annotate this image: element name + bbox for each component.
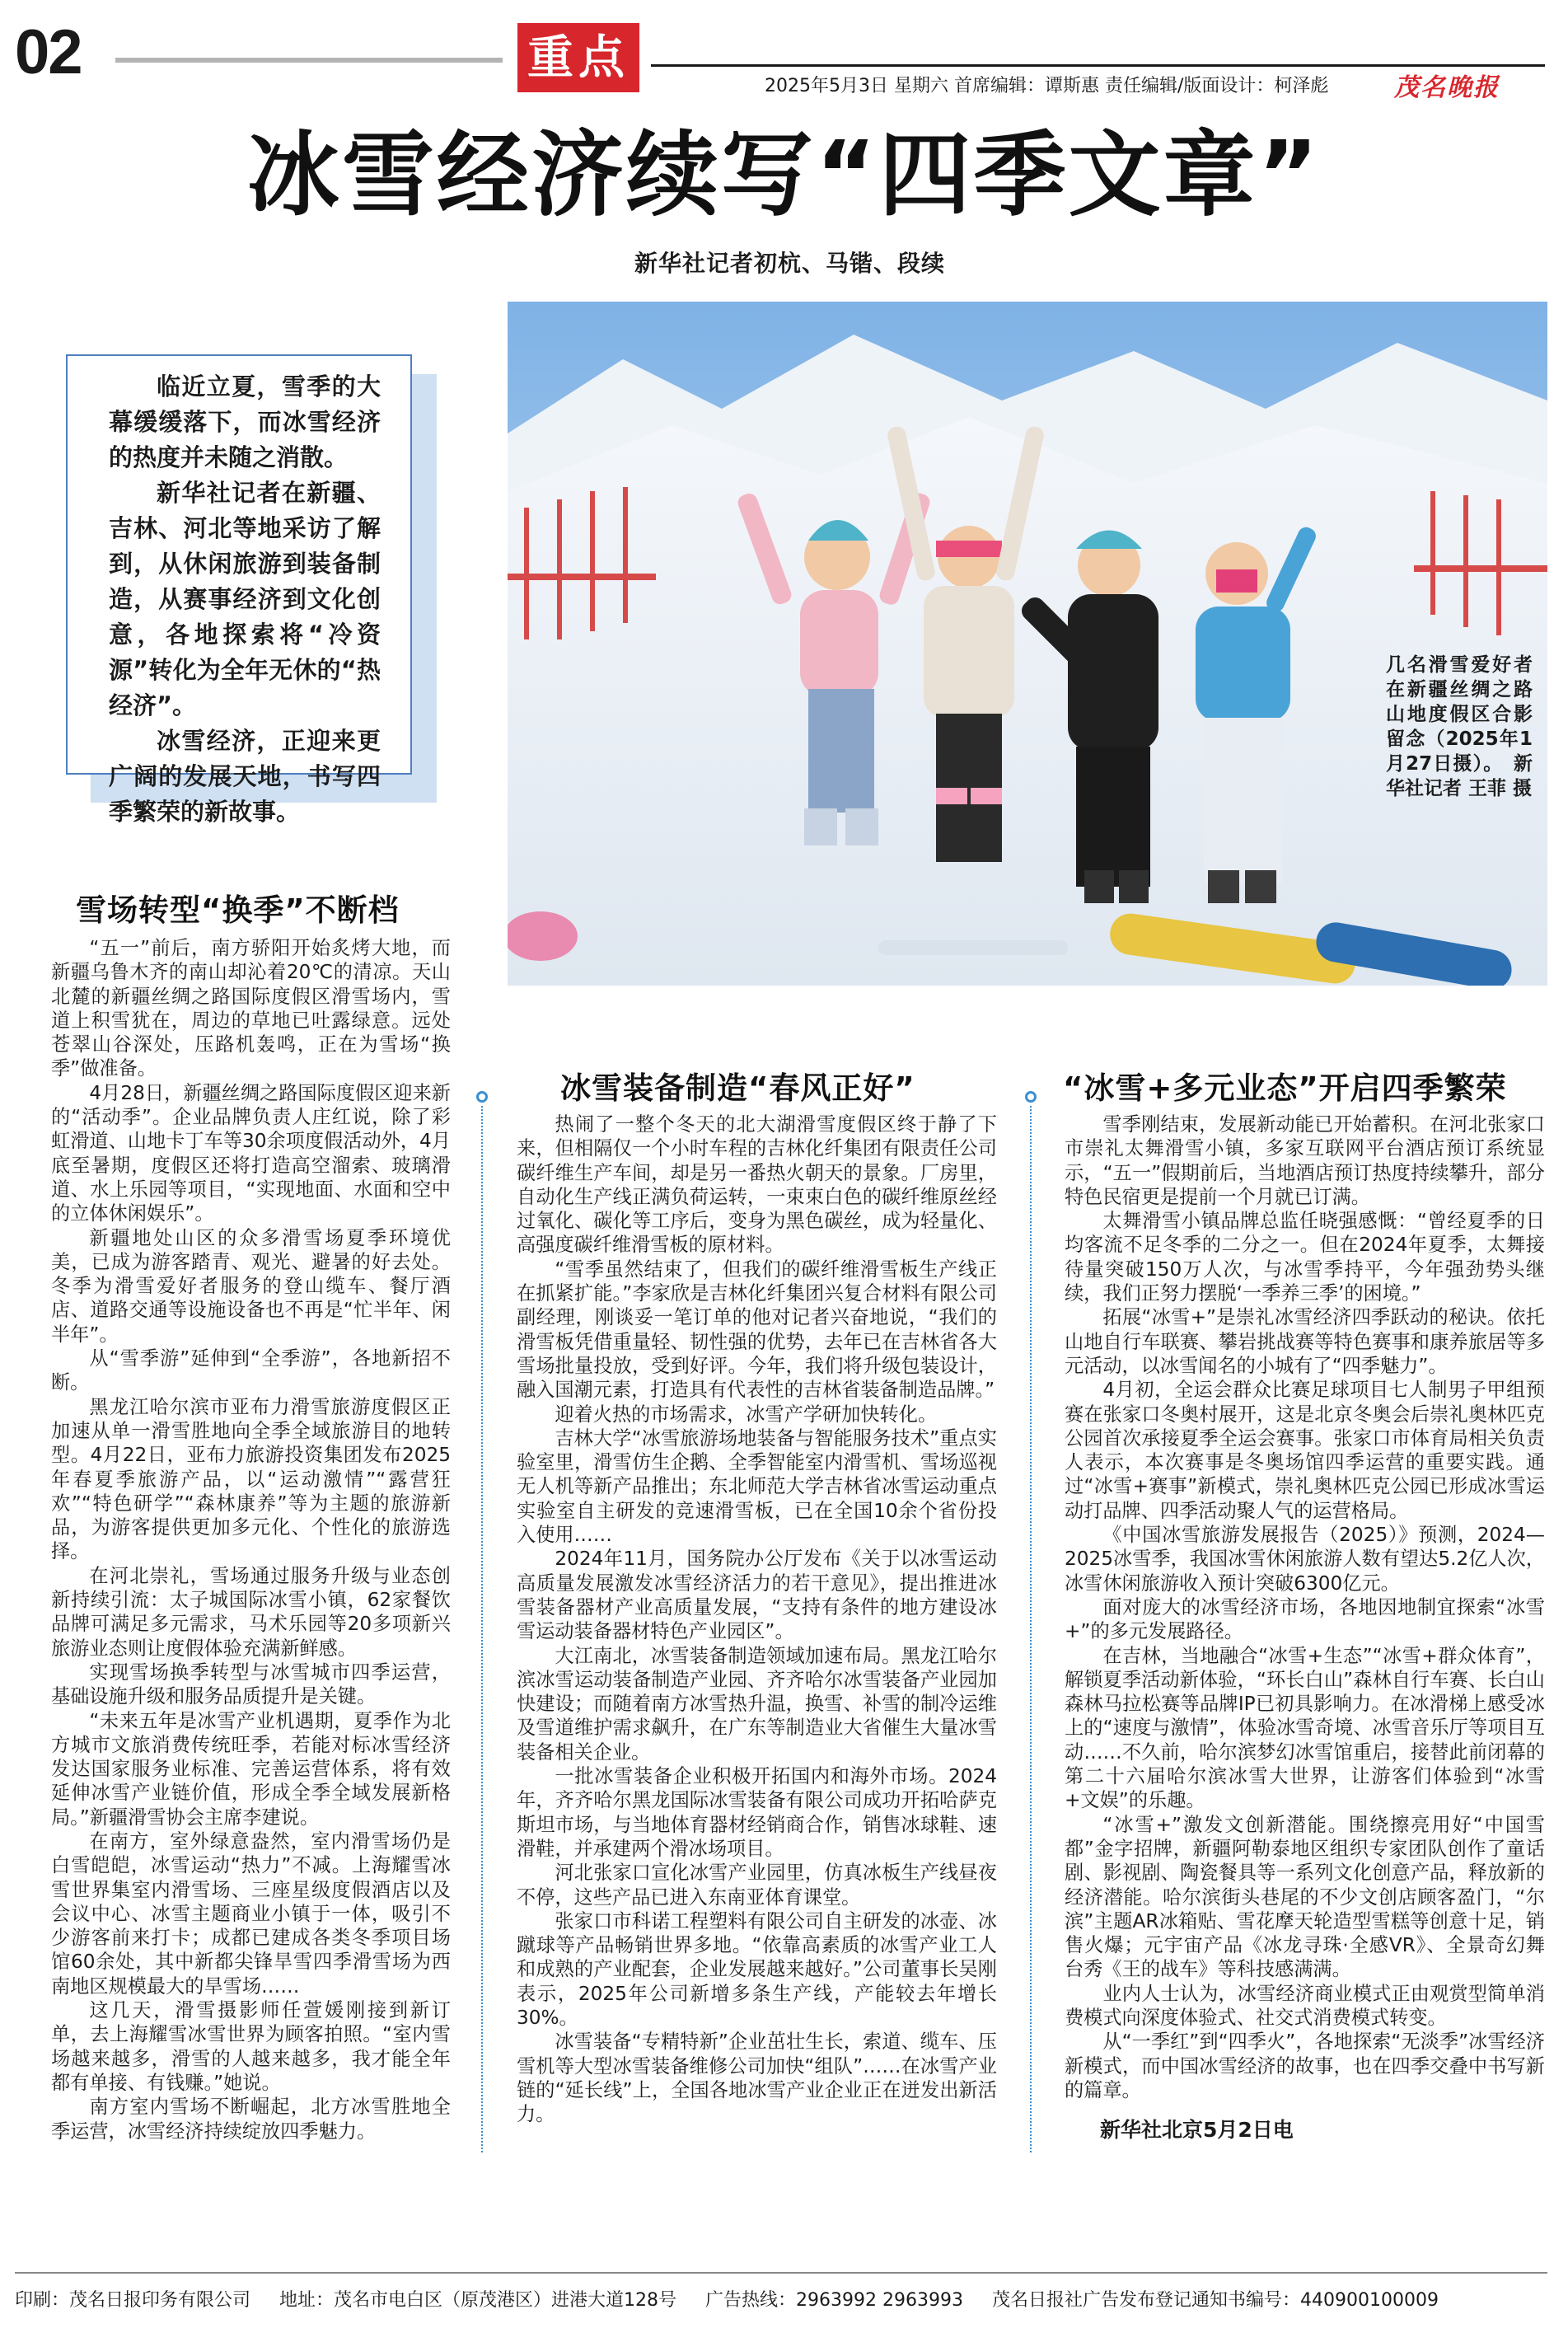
paragraph: 4月初，全运会群众比赛足球项目七人制男子甲组预赛在张家口冬奥村展开，这是北京冬奥会后崇礼奥林匹克公园首次承接夏季全运会赛事。张家口市体育局相关负责人表示，本次赛事是冬奥场馆四季运营的重要实践。通过“冰雪+赛事”新模式，崇礼奥林匹克公园已形成冰雪运动打品牌、四季活动聚人气的运营格局。 [1065,1379,1545,1522]
section-2-body [517,1112,997,2126]
lead-box [66,354,412,826]
section-title-1: 雪场转型“换季”不断档 [76,892,400,928]
paragraph: 雪季刚结束，发展新动能已开始蓄积。在河北张家口市崇礼太舞滑雪小镇，多家互联网平台酒店预订系统显示，“五一”假期前后，当地酒店预订热度持续攀升，部分特色民宿更是提前一个月就已订满。 [1065,1113,1545,1208]
skiers-photo [508,302,1547,986]
footer-printer: 印刷：茂名日报印务有限公司 [15,2290,251,2311]
paragraph: 太舞滑雪小镇品牌总监任晓强感慨：“曾经夏季的日均客流不足冬季的二分之一。但在2024年夏季，太舞接待量突破150万人次，与冰雪季持平，今年强劲势头继续，我们正努力摆脱‘一季养三季’的困境。” [1065,1210,1545,1305]
column-rule-dot [1025,1091,1037,1103]
column-rule [1030,1106,1032,2152]
paragraph: 黑龙江哈尔滨市亚布力滑雪旅游度假区正加速从单一滑雪胜地向全季全域旅游目的地转型。4月22日，亚布力旅游投资集团发布2025年春夏季旅游产品，以“运动激情”“露营狂欢”“特色研学”“森林康养”等为主题的旅游新品，为游客提供更加多元化、个性化的旅游选择。 [51,1395,451,1563]
paragraph: 一批冰雪装备企业积极开拓国内和海外市场。2024年，齐齐哈尔黑龙国际冰雪装备有限公司成功开拓哈萨克斯坦市场，与当地体育器材经销商合作，销售冰球鞋、速滑鞋，并承建两个滑冰场项目。 [517,1765,997,1860]
paragraph: 在南方，室外绿意盎然，室内滑雪场仍是白雪皑皑，冰雪运动“热力”不减。上海耀雪冰雪世界集室内滑雪场、三座星级度假酒店以及会议中心、冰雪主题商业小镇于一体，吸引不少游客前来打卡；成都已建成各类冬季项目场馆60余处，其中新都尖锋旱雪四季滑雪场为西南地区规模最大的旱雪场…… [51,1829,451,1998]
paragraph: 在河北崇礼，雪场通过服务升级与业态创新持续引流：太子城国际冰雪小镇，62家餐饮品牌可满足多元需求，马术乐园等20多项新兴旅游业态则让度假体验充满新鲜感。 [51,1564,451,1660]
headline: 冰雪经济续写“四季文章” [246,122,1322,229]
section-title-2: 冰雪装备制造“春风正好” [560,1070,915,1106]
paragraph: 热闹了一整个冬天的北大湖滑雪度假区终于静了下来，但相隔仅一个小时车程的吉林化纤集团有限责任公司碳纤维生产车间，却是另一番热火朝天的景象。厂房里，自动化生产线正满负荷运转，一束束白色的碳纤维原丝经过氧化、碳化等工序后，变身为黑色碳丝，成为轻量化、高强度碳纤维滑雪板的原材料。 [517,1113,997,1257]
paragraph: 面对庞大的冰雪经济市场，各地因地制宜探索“冰雪+”的多元发展路径。 [1065,1595,1545,1643]
paragraph: 河北张家口宣化冰雪产业园里，仿真冰板生产线昼夜不停，这些产品已进入东南亚体育课堂。 [517,1862,997,1909]
paragraph: 吉林大学“冰雪旅游场地装备与智能服务技术”重点实验室里，滑雪仿生企鹅、全季智能室内滑雪机、雪场巡视无人机等新产品推出；东北师范大学吉林省冰雪运动重点实验室自主研发的竞速滑雪板，已在全国10余个省份投入使用…… [517,1426,997,1547]
paragraph: 南方室内雪场不断崛起，北方冰雪胜地全季运营，冰雪经济持续绽放四季魅力。 [51,2096,451,2143]
paragraph: 新疆地处山区的众多滑雪场夏季环境优美，已成为游客踏青、观光、避暑的好去处。冬季为滑雪爱好者服务的登山缆车、餐厅酒店、道路交通等设施设备也不再是“忙半年、闲半年”。 [51,1226,451,1346]
header-meta: 2025年5月3日 星期六 首席编辑：谭斯惠 责任编辑/版面设计：柯泽彪 [765,76,1329,96]
section-1-body [51,936,451,2143]
byline: 新华社记者初杭、马锴、段续 [634,250,946,277]
paragraph: 拓展“冰雪+”是崇礼冰雪经济四季跃动的秘诀。依托山地自行车联赛、攀岩挑战赛等特色赛事和康养旅居等多元活动，以冰雪闻名的小城有了“四季魅力”。 [1065,1306,1545,1377]
paragraph: 冰雪装备“专精特新”企业茁壮生长，索道、缆车、压雪机等大型冰雪装备维修公司加快“组队”……在冰雪产业链的“延长线”上，全国各地冰雪产业企业正在迸发出新活力。 [517,2031,997,2126]
paragraph: 迎着火热的市场需求，冰雪产学研加快转化。 [555,1403,938,1426]
column-rule-dot [476,1091,488,1103]
section-title-3: “冰雪+多元业态”开启四季繁荣 [1063,1070,1507,1106]
dateline: 新华社北京5月2日电 [1100,2118,1294,2142]
lead-paragraph: 临近立夏，雪季的大幕缓缓落下，而冰雪经济的热度并未随之消散。 [109,372,381,471]
paragraph: 从“一季红”到“四季火”，各地探索“无淡季”冰雪经济新模式，而中国冰雪经济的故事，也在四季交叠中书写新的篇章。 [1065,2031,1545,2101]
paragraph: “雪季虽然结束了，但我们的碳纤维滑雪板生产线正在抓紧扩能。”李家欣是吉林化纤集团兴复合材料有限公司副经理，刚谈妥一笔订单的他对记者兴奋地说，“我们的滑雪板凭借重量轻、韧性强的优势，去年已在吉林省各大雪场批量投放，受到好评。今年，我们将升级包装设计，融入国潮元素，打造具有代表性的吉林省装备制造品牌。” [517,1258,997,1402]
paragraph: 实现雪场换季转型与冰雪城市四季运营，基础设施升级和服务品质提升是关键。 [51,1661,451,1708]
lead-paragraph: 冰雪经济，正迎来更广阔的发展天地，书写四季繁荣的新故事。 [109,727,381,826]
paragraph: 业内人士认为，冰雪经济商业模式正由观赏型简单消费模式向深度体验式、社交式消费模式转变。 [1065,1982,1545,2029]
paragraph: 在吉林，当地融合“冰雪+生态”“冰雪+群众体育”，解锁夏季活动新体验，“环长白山”森林自行车赛、长白山森林马拉松赛等品牌IP已初具影响力。在冰滑梯上感受冰上的“速度与激情”，体验冰雪奇境、冰雪音乐厅等项目互动……不久前，哈尔滨梦幻冰雪馆重启，接替此前闭幕的第二十六届哈尔滨冰雪大世界，让游客们体验到“冰雪+文娱”的乐趣。 [1065,1644,1545,1812]
section-badge: 重点 [517,23,639,92]
footer-address: 地址：茂名市电白区（原茂港区）进港大道128号 [279,2290,677,2311]
paragraph: 大江南北，冰雪装备制造领域加速布局。黑龙江哈尔滨冰雪运动装备制造产业园、齐齐哈尔冰雪装备产业园加快建设；而随着南方冰雪热升温，换雪、补雪的制冷运维及雪道维护需求飙升，在广东等制造业大省催生大量冰雪装备相关企业。 [517,1644,997,1764]
page-number: 02 [15,17,82,87]
paragraph: “未来五年是冰雪产业机遇期，夏季作为北方城市文旅消费传统旺季，若能对标冰雪经济发达国家服务业标准、完善运营体系，将有效延伸冰雪产业链价值，形成全季全域发展新格局。”新疆滑雪协会主席李建说。 [51,1709,451,1829]
footer-ad-hotline: 广告热线：2963992 2963993 [705,2290,963,2311]
column-rule [481,1106,483,2152]
paragraph: 2024年11月，国务院办公厅发布《关于以冰雪运动高质量发展激发冰雪经济活力的若干意见》，提出推进冰雪装备器材产业高质量发展，“支持有条件的地方建设冰雪运动装备器材特色产业园区”。 [517,1548,997,1643]
paragraph: 《中国冰雪旅游发展报告（2025）》预测，2024—2025冰雪季，我国冰雪休闲旅游人数有望达5.2亿人次，冰雪休闲旅游收入预计突破6300亿元。 [1065,1524,1545,1595]
footer-license: 茂名日报社广告发布登记通知书编号：440900100009 [991,2290,1439,2311]
paragraph: 从“雪季游”延伸到“全季游”，各地新招不断。 [51,1347,451,1394]
paragraph: 4月28日，新疆丝绸之路国际度假区迎来新的“活动季”。企业品牌负责人庄红说，除了彩虹滑道、山地卡丁车等30余项度假活动外，4月底至暑期，度假区还将打造高空溜索、玻璃滑道、水上乐园等项目，“实现地面、水面和空中的立体休闲娱乐”。 [51,1081,451,1225]
section-3-body [1065,1112,1545,2102]
paragraph: 这几天，滑雪摄影师任萱媛刚接到新订单，去上海耀雪冰雪世界为顾客拍照。“室内雪场越来越多，滑雪的人越来越多，我才能全年都有单接、有钱赚。”她说。 [51,1999,451,2094]
footer [15,2286,1547,2312]
page-number-rule [115,58,503,63]
masthead-logo: 茂名晚报 [1394,73,1500,102]
lead-paragraph: 新华社记者在新疆、吉林、河北等地采访了解到，从休闲旅游到装备制造，从赛事经济到文化创意，各地探索将“冷资源”转化为全年无休的“热经济”。 [109,479,381,719]
paragraph: 张家口市科诺工程塑料有限公司自主研发的冰壶、冰蹴球等产品畅销世界多地。“依靠高素质的冰雪产业工人和成熟的产业配套，企业发展越来越好。”公司董事长吴刚表示，2025年公司新增多条生产线，产能较去年增长30%。 [517,1909,997,2029]
photo-caption: 几名滑雪爱好者在新疆丝绸之路山地度假区合影留念（2025年1月27日摄）。 新华社记者 王菲 摄 [1386,654,1533,799]
paragraph: “五一”前后，南方骄阳开始炙烤大地，而新疆乌鲁木齐的南山却沁着20℃的清凉。天山北麓的新疆丝绸之路国际度假区滑雪场内，雪道上积雪犹在，周边的草地已吐露绿意。远处苍翠山谷深处，压路机轰鸣，正在为雪场“换季”做准备。 [51,937,451,1080]
paragraph: “冰雪+”激发文创新潜能。围绕擦亮用好“中国雪都”金字招牌，新疆阿勒泰地区组织专家团队创作了童话剧、影视剧、陶瓷餐具等一系列文化创意产品，释放新的经济潜能。哈尔滨街头巷尾的不少文创店顾客盈门，“尔滨”主题AR冰箱贴、雪花摩天轮造型雪糕等创意十足，销售火爆；元宇宙产品《冰龙寻珠·全感VR》、全景奇幻舞台秀《王的战车》等科技感满满。 [1065,1813,1545,1981]
footer-rule [15,2272,1547,2274]
skiers-photo-illustration [508,302,1547,986]
